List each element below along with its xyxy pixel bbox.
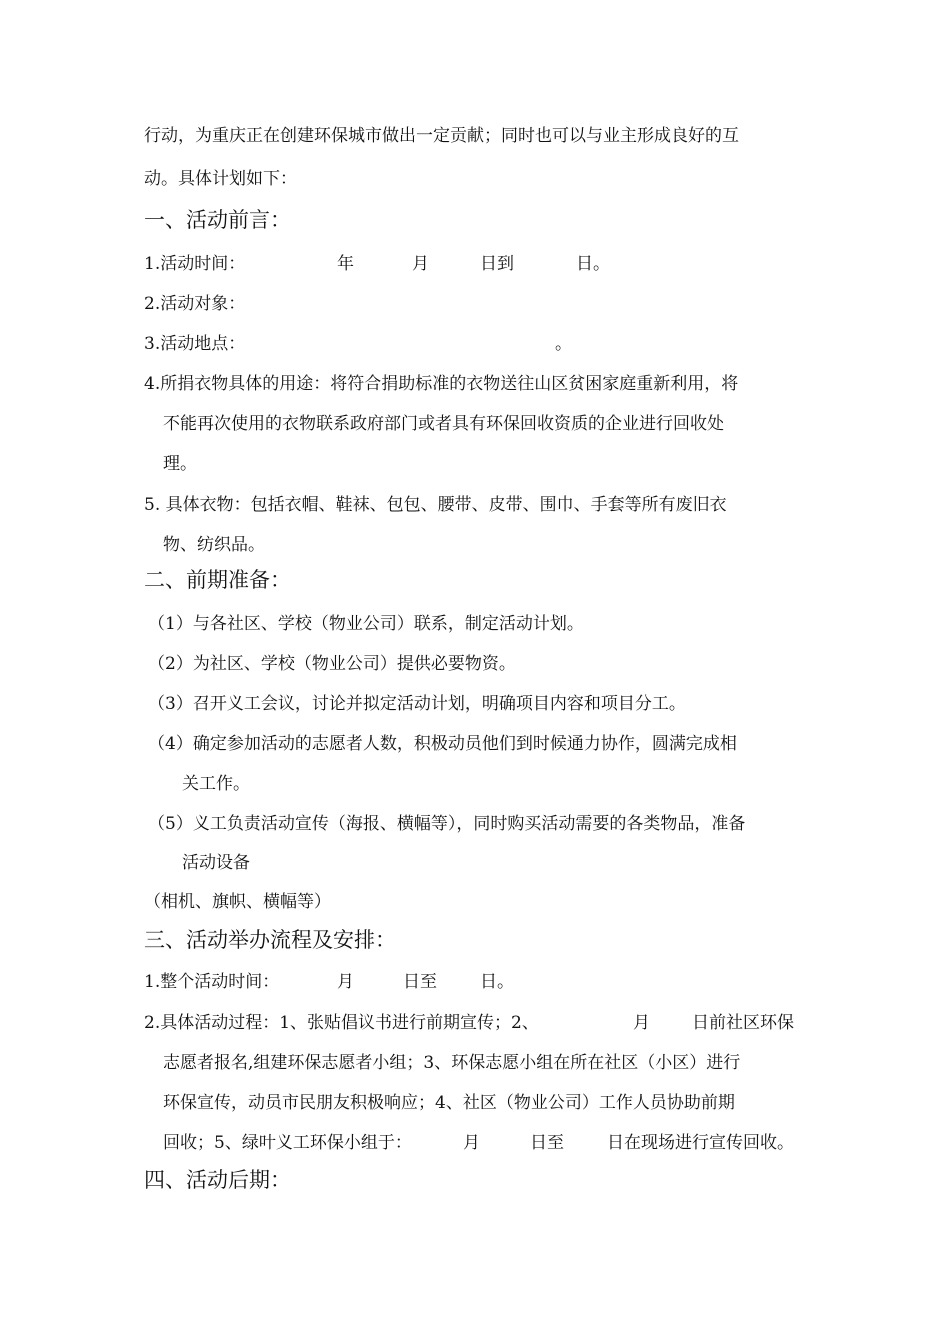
process-line-3: 环保宣传，动员市民朋友积极响应；4、社区（物业公司）工作人员协助前期 <box>163 1093 735 1113</box>
usage-line-2: 不能再次使用的衣物联系政府部门或者具有环保回收资质的企业进行回收处 <box>163 414 724 434</box>
activity-target: 2.活动对象： <box>144 294 246 314</box>
items-line-1: 5. 具体衣物：包括衣帽、鞋袜、包包、腰带、皮带、围巾、手套等所有废旧衣 <box>144 495 727 515</box>
section-2-heading: 二、前期准备： <box>144 568 291 592</box>
process-line-1a: 2.具体活动过程：1、张贴倡议书进行前期宣传；2、 <box>144 1013 539 1033</box>
activity-time-day-end: 日。 <box>576 254 610 274</box>
activity-place-label: 3.活动地点： <box>144 334 246 354</box>
prep-item-5-line-1: （5）义工负责活动宣传（海报、横幅等），同时购买活动需要的各类物品，准备 <box>148 814 746 834</box>
prep-item-1: （1）与各社区、学校（物业公司）联系，制定活动计划。 <box>148 614 584 634</box>
usage-line-1: 4.所捐衣物具体的用途：将符合捐助标准的衣物送往山区贫困家庭重新利用，将 <box>144 374 739 394</box>
intro-line-1: 行动，为重庆正在创建环保城市做出一定贡献；同时也可以与业主形成良好的互 <box>144 126 739 146</box>
activity-time-day-to: 日到 <box>480 254 514 274</box>
prep-item-3: （3）召开义工会议，讨论并拟定活动计划，明确项目内容和项目分工。 <box>148 694 686 714</box>
process-line-4c: 日至 <box>530 1133 564 1153</box>
usage-line-3: 理。 <box>163 454 197 474</box>
prep-item-4-line-1: （4）确定参加活动的志愿者人数，积极动员他们到时候通力协作，圆满完成相 <box>148 734 737 754</box>
process-line-1b: 月 <box>633 1013 650 1033</box>
activity-time-month: 月 <box>412 254 429 274</box>
prep-item-5-line-2: 活动设备 <box>182 853 250 873</box>
activity-place-end: 。 <box>555 334 572 354</box>
activity-time-line <box>144 253 245 275</box>
process-line-4b: 月 <box>463 1133 480 1153</box>
section-1-heading: 一、活动前言： <box>144 208 291 232</box>
activity-time-year: 年 <box>337 254 354 274</box>
items-line-2: 物、纺织品。 <box>163 535 265 555</box>
section-4-heading: 四、活动后期： <box>144 1168 291 1192</box>
process-line-4a: 回收；5、绿叶义工环保小组于： <box>163 1133 412 1153</box>
process-line-1c: 日前社区环保 <box>692 1013 794 1033</box>
intro-line-2: 动。具体计划如下： <box>144 169 297 189</box>
whole-time-label: 1.整个活动时间： <box>144 972 280 992</box>
process-line-4d: 日在现场进行宣传回收。 <box>607 1133 794 1153</box>
whole-time-day-to: 日至 <box>403 972 437 992</box>
section-3-heading: 三、活动举办流程及安排： <box>144 928 396 952</box>
whole-time-day-end: 日。 <box>480 972 514 992</box>
prep-item-5-line-3: （相机、旗帜、横幅等） <box>144 892 331 912</box>
prep-item-2: （2）为社区、学校（物业公司）提供必要物资。 <box>148 654 516 674</box>
activity-time-label: 1.活动时间： <box>144 254 246 274</box>
prep-item-4-line-2: 关工作。 <box>182 774 250 794</box>
process-line-2: 志愿者报名,组建环保志愿者小组；3、环保志愿小组在所在社区（小区）进行 <box>163 1053 741 1073</box>
whole-time-month: 月 <box>337 972 354 992</box>
